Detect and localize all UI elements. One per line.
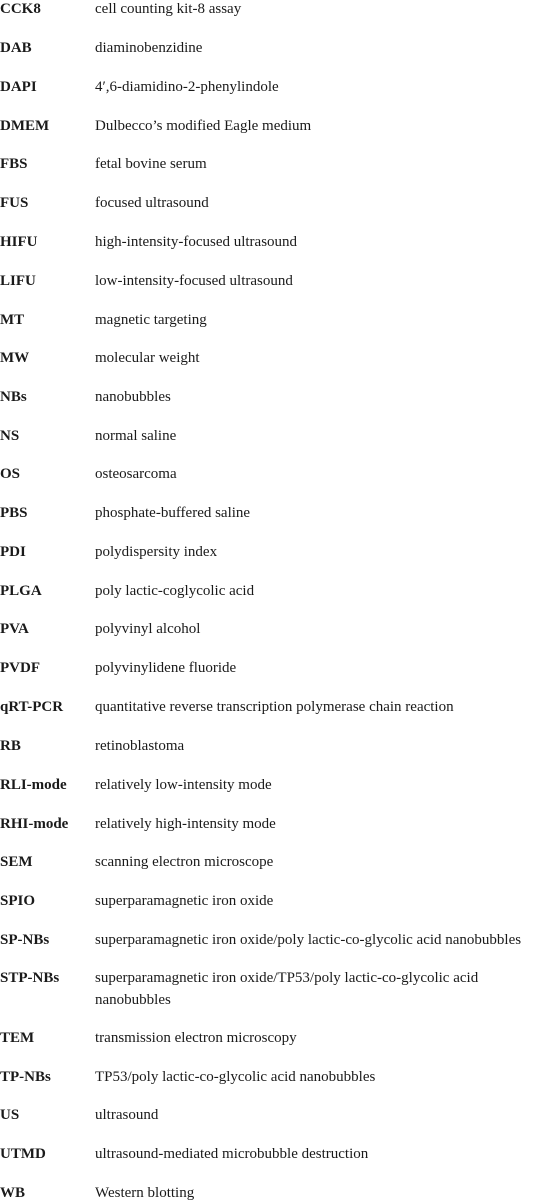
abbreviation-term: DAB — [0, 40, 32, 56]
abbreviation-definition: TP53/poly lactic-co-glycolic acid nanobubbles — [95, 1069, 376, 1085]
abbreviation-definition: quantitative reverse transcription polymerase chain reaction — [95, 699, 454, 715]
abbreviation-term: MT — [0, 312, 25, 328]
abbreviation-definition: fetal bovine serum — [95, 156, 207, 172]
abbreviation-term: PLGA — [0, 583, 42, 599]
abbreviation-term: SPIO — [0, 893, 36, 909]
abbreviation-definition: diaminobenzidine — [95, 40, 203, 56]
abbreviation-definition: superparamagnetic iron oxide/poly lactic-co-glycolic acid nanobubbles — [95, 932, 522, 948]
abbreviation-term: DAPI — [0, 79, 37, 95]
abbreviation-definition: retinoblastoma — [95, 738, 185, 754]
abbreviation-term: TP-NBs — [0, 1069, 51, 1085]
abbreviation-definition: superparamagnetic iron oxide/TP53/poly lactic-co-glycolic acid nanobubbles — [95, 970, 479, 1008]
abbreviation-definition: high-intensity-focused ultrasound — [95, 234, 298, 250]
abbreviation-term: MW — [0, 350, 30, 366]
abbreviation-definition: relatively low-intensity mode — [95, 777, 272, 793]
abbreviation-definition: 4′,6-diamidino-2-phenylindole — [95, 79, 279, 95]
abbreviation-definition: molecular weight — [95, 350, 200, 366]
abbreviation-term: SP-NBs — [0, 932, 50, 948]
abbreviation-definition: nanobubbles — [95, 389, 171, 405]
abbreviation-term: STP-NBs — [0, 970, 60, 986]
abbreviation-term: FUS — [0, 195, 29, 211]
abbreviation-definition: relatively high-intensity mode — [95, 816, 276, 832]
abbreviation-term: FBS — [0, 156, 28, 172]
abbreviation-definition: phosphate-buffered saline — [95, 505, 251, 521]
abbreviation-definition: normal saline — [95, 428, 177, 444]
abbreviation-term: RB — [0, 738, 21, 754]
abbreviation-term: WB — [0, 1185, 26, 1201]
abbreviation-definition: poly lactic-coglycolic acid — [95, 583, 255, 599]
abbreviation-term: TEM — [0, 1030, 35, 1046]
abbreviation-term: PVDF — [0, 660, 40, 676]
abbreviation-term: OS — [0, 466, 21, 482]
abbreviation-term: qRT-PCR — [0, 699, 64, 715]
abbreviation-definition: polyvinyl alcohol — [95, 621, 201, 637]
abbreviation-definition: superparamagnetic iron oxide — [95, 893, 274, 909]
abbreviation-term: LIFU — [0, 273, 36, 289]
abbreviation-term: UTMD — [0, 1146, 46, 1162]
abbreviation-term: RHI-mode — [0, 816, 69, 832]
abbreviation-definition: focused ultrasound — [95, 195, 209, 211]
abbreviation-definition: cell counting kit-8 assay — [95, 1, 242, 17]
abbreviation-term: NBs — [0, 389, 27, 405]
abbreviation-term: PBS — [0, 505, 28, 521]
abbreviation-term: US — [0, 1107, 20, 1123]
abbreviation-term: PVA — [0, 621, 29, 637]
abbreviation-term: PDI — [0, 544, 26, 560]
abbreviation-definition: scanning electron microscope — [95, 854, 274, 870]
abbreviation-definition: low-intensity-focused ultrasound — [95, 273, 293, 289]
abbreviation-definition: osteosarcoma — [95, 466, 177, 482]
abbreviation-definition: magnetic targeting — [95, 312, 207, 328]
abbreviation-term: RLI-mode — [0, 777, 67, 793]
abbreviation-term: CCK8 — [0, 1, 41, 17]
abbreviation-term: NS — [0, 428, 20, 444]
abbreviation-definition: Western blotting — [95, 1185, 195, 1201]
abbreviation-definition: transmission electron microscopy — [95, 1030, 297, 1046]
abbreviation-term: SEM — [0, 854, 33, 870]
abbreviation-term: DMEM — [0, 118, 50, 134]
abbreviation-definition: ultrasound — [95, 1107, 159, 1123]
abbreviation-definition: polyvinylidene fluoride — [95, 660, 237, 676]
abbreviation-definition: polydispersity index — [95, 544, 218, 560]
abbreviation-definition: Dulbecco’s modified Eagle medium — [95, 118, 312, 134]
abbreviation-definition: ultrasound-mediated microbubble destruction — [95, 1146, 369, 1162]
abbreviation-term: HIFU — [0, 234, 38, 250]
